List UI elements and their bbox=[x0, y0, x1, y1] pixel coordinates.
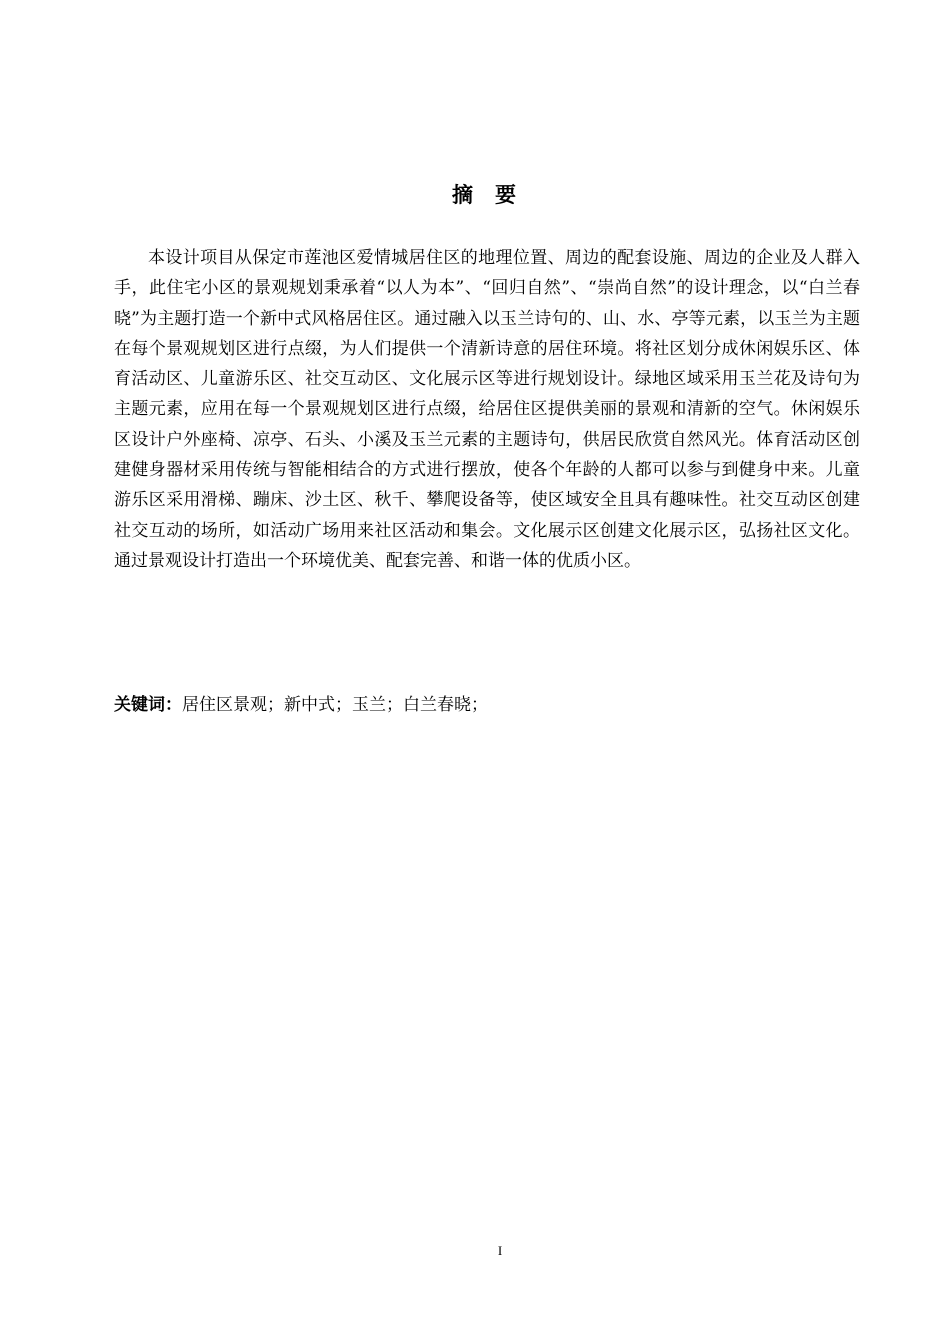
keywords-text: 居住区景观；新中式；玉兰；白兰春晓； bbox=[182, 695, 488, 715]
keywords-label: 关键词： bbox=[114, 695, 182, 715]
abstract-heading bbox=[0, 176, 950, 214]
abstract-heading-part1: 摘 bbox=[452, 183, 473, 207]
abstract-body: 本设计项目从保定市莲池区爱情城居住区的地理位置、周边的配套设施、周边的企业及人群入手，此住宅小区的景观规划秉承着“以人为本”、“回归自然”、“崇尚自然”的设计理念，以“白兰春晓”为主题打造一个新中式风格居住区。通过融入以玉兰诗句的、山、水、亭等元素，以玉兰为主题在每个景观规划区进行点缀，为人们提供一个清新诗意的居住环境。将社区划分成休闲娱乐区、体育活动区、儿童游乐区、社交互动区、文化展示区等进行规划设计。绿地区域采用玉兰花及诗句为主题元素，应用在每一个景观规划区进行点缀，给居住区提供美丽的景观和清新的空气。休闲娱乐区设计户外座椅、凉亭、石头、小溪及玉兰元素的主题诗句，供居民欣赏自然风光。体育活动区创建健身器材采用传统与智能相结合的方式进行摆放，使各个年龄的人都可以参与到健身中来。儿童游乐区采用滑梯、蹦床、沙土区、秋千、攀爬设备等，使区域安全且具有趣味性。社交互动区创建社交互动的场所，如活动广场用来社区活动和集会。文化展示区创建文化展示区，弘扬社区文化。通过景观设计打造出一个环境优美、配套完善、和谐一体的优质小区。 bbox=[114, 248, 860, 571]
abstract-heading-part2: 要 bbox=[495, 183, 516, 207]
keywords-line bbox=[114, 690, 860, 720]
page-number: I bbox=[497, 1243, 503, 1258]
